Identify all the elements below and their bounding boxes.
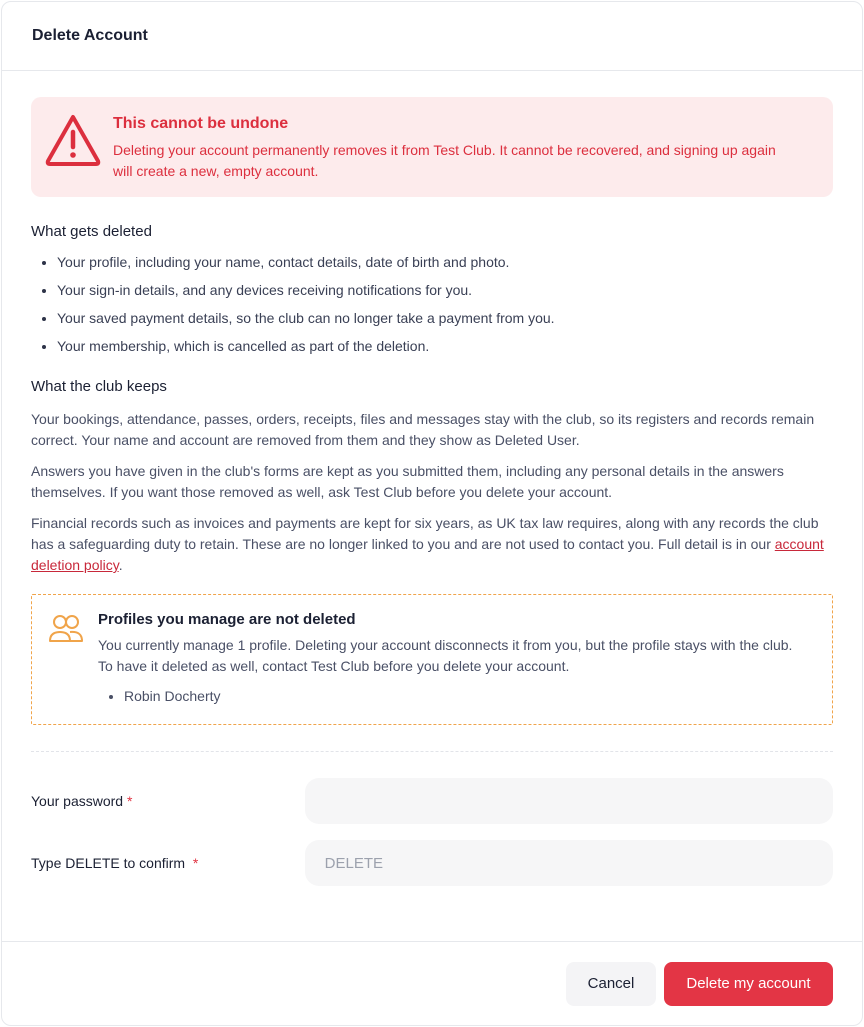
keeps-paragraph-records: Your bookings, attendance, passes, orders, receipts, files and messages stay with the club, so its registers and records remain correct. Your name and account are removed from them and they show as Deleted User. xyxy=(31,411,815,448)
managed-profiles-notice xyxy=(31,594,833,725)
keeps-heading: What the club keeps xyxy=(31,378,167,395)
managed-title: Profiles you manage are not deleted xyxy=(98,611,356,628)
dialog-body xyxy=(2,71,862,886)
confirm-row xyxy=(31,840,833,886)
users-icon xyxy=(48,613,84,645)
list-item: • Your saved payment details, so the club can no longer take a payment from you. xyxy=(57,308,833,328)
required-marker: * xyxy=(192,855,199,871)
list-item: • Your profile, including your name, contact details, date of birth and photo. xyxy=(57,252,833,272)
deletion-policy-link[interactable]: account deletion policy xyxy=(31,536,824,573)
dialog-footer xyxy=(2,941,862,1025)
cancel-button[interactable]: Cancel xyxy=(566,962,656,1006)
alert-description: Deleting your account permanently removes it from Test Club. It cannot be recovered, and signing up again will create a new, empty account. xyxy=(113,142,776,179)
confirm-delete-input[interactable] xyxy=(305,840,833,886)
managed-description: You currently manage 1 profile. Deleting your account disconnects it from you, but the profile stays with the club. To have it deleted as well, contact Test Club before you delete your account. xyxy=(98,637,793,674)
confirm-label-text: Type DELETE to confirm xyxy=(31,855,186,871)
delete-account-dialog xyxy=(1,1,863,1026)
warning-triangle-icon xyxy=(45,113,101,169)
deleted-list xyxy=(31,252,833,356)
keeps-paragraph-forms: Answers you have given in the club's forms are kept as you submitted them, including any personal details in the answers themselves. If you want those removed as well, ask Test Club before you delete your account. xyxy=(31,463,784,500)
managed-profile-item: • Robin Docherty xyxy=(124,687,810,705)
dialog-title: Delete Account xyxy=(32,27,148,44)
delete-account-button[interactable]: Delete my account xyxy=(664,962,833,1006)
list-item: • Your sign-in details, and any devices receiving notifications for you. xyxy=(57,280,833,300)
deleted-heading: What gets deleted xyxy=(31,223,152,240)
confirm-label xyxy=(31,855,305,871)
managed-profile-list xyxy=(98,687,810,705)
password-input[interactable] xyxy=(305,778,833,824)
list-item: • Your membership, which is cancelled as part of the deletion. xyxy=(57,336,833,356)
danger-alert xyxy=(31,97,833,197)
keeps-paragraph-financial xyxy=(31,513,834,576)
alert-title: This cannot be undone xyxy=(113,115,289,132)
divider xyxy=(31,751,833,752)
financial-text-end: . xyxy=(118,557,123,573)
password-label xyxy=(31,793,305,809)
financial-text: Financial records such as invoices and payments are kept for six years, as UK tax law requires, along with any records the club has a safeguarding duty to retain. These are no longer linked to you and are not used to contact you. Full detail is in our xyxy=(31,515,819,552)
password-label-text: Your password xyxy=(31,793,124,809)
dialog-header xyxy=(2,2,862,71)
password-row xyxy=(31,778,833,824)
required-marker: * xyxy=(126,793,133,809)
